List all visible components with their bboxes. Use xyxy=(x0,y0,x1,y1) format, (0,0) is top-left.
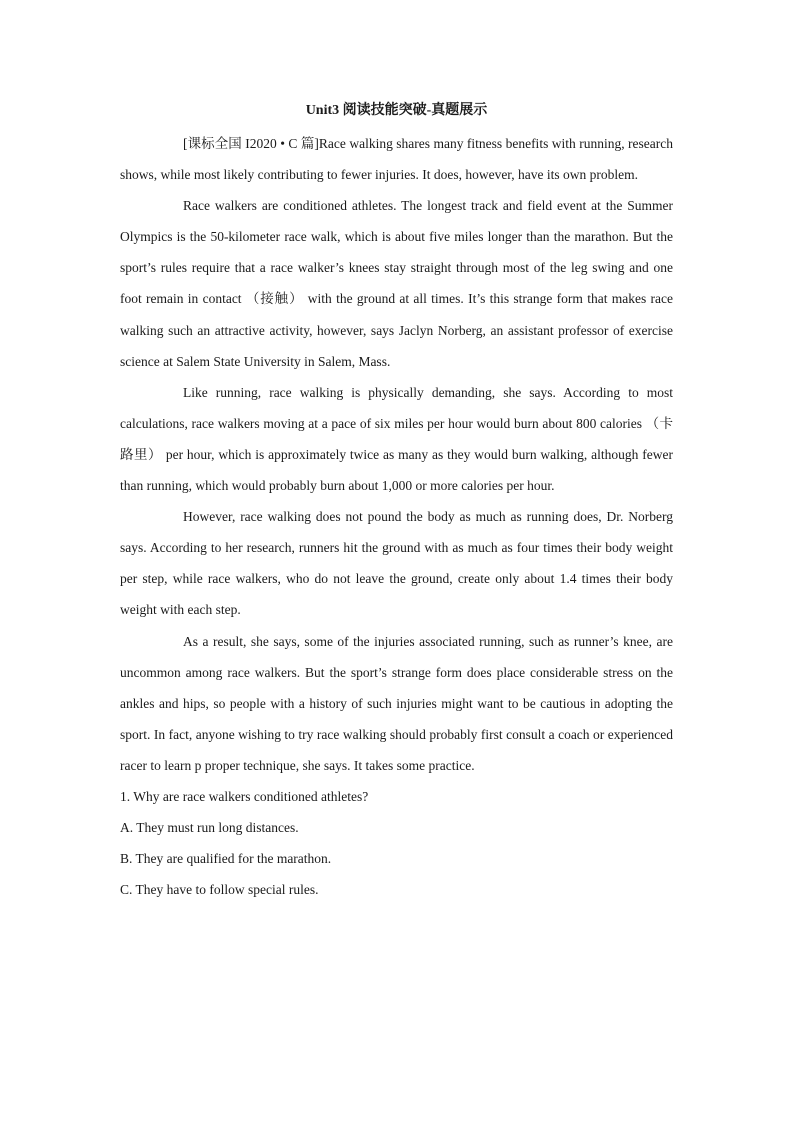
question-option-a: A. They must run long distances. xyxy=(120,820,299,836)
paragraph-injuries: As a result, she says, some of the injuries associated running, such as runner’s knee, are uncommon among race walkers. But the sport’s strange form does place considerable stress on the ankles and hips, so people with a history of such injuries might want to be cautious in adopting the sport. In fact, anyone wishing to try race walking should probably first consult a coach or experienced racer to learn p proper technique, she says. It takes some practice. xyxy=(120,633,673,773)
question-option-c: C. They have to follow special rules. xyxy=(120,882,319,898)
paragraph-calories: Like running, race walking is physically demanding, she says. According to most calculations, race walkers moving at a pace of six miles per hour would burn about 800 calories （卡路里） per hour, which is approximately twice as many as they would burn walking, although fewer than running, which would probably burn about 1,000 or more calories per hour. xyxy=(120,384,673,494)
paragraph-conditioned-athletes: Race walkers are conditioned athletes. The longest track and field event at the Summer Olympics is the 50-kilometer race walk, which is about five miles longer than the marathon. But the sport’s rules require that a race walker’s knees stay straight through most of the leg swing and one foot remain in contact （接触） with the ground at all times. It’s this strange form that makes race walking such an attractive activity, however, says Jaclyn Norberg, an assistant professor of exercise science at Salem State University in Salem, Mass. xyxy=(120,198,673,369)
document-title: Unit3 阅读技能突破-真题展示 xyxy=(305,103,488,118)
question-stem: 1. Why are race walkers conditioned athletes? xyxy=(120,788,369,804)
question-option-b: B. They are qualified for the marathon. xyxy=(120,851,332,867)
paragraph-impact: However, race walking does not pound the body as much as running does, Dr. Norberg says. According to her research, runners hit the ground with as much as four times their body weight per step, while race walkers, who do not leave the ground, create only about 1.4 times their body weight with each step. xyxy=(120,509,673,618)
paragraph-intro: [课标全国 I2020 • C 篇]Race walking shares many fitness benefits with running, research shows, while most likely contributing to fewer injuries. It does, however, have its own problem. xyxy=(120,136,673,183)
document-body xyxy=(120,128,673,905)
